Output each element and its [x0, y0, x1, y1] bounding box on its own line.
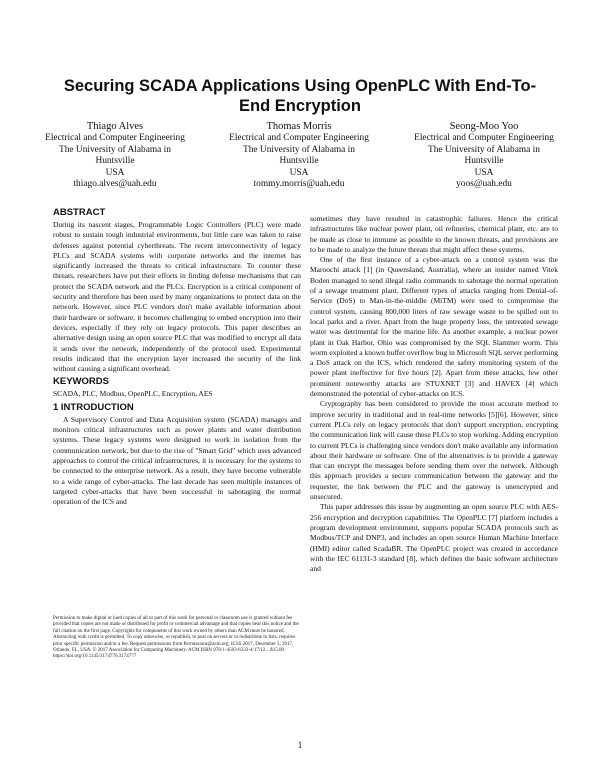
- permission-notice: [53, 616, 301, 661]
- author-name: Thiago Alves: [86, 121, 144, 132]
- page-number: 1: [297, 740, 303, 750]
- author-university: The University of Alabama in Huntsville: [428, 144, 540, 166]
- author-country: USA: [105, 167, 125, 178]
- author-block: [409, 120, 559, 191]
- author-country: USA: [289, 167, 309, 178]
- body-paragraph: This paper addresses this issue by augmenting an open source PLC with AES-256 encryption and decryption capabilities. The OpenPLC [7] platform includes a program development environment, supports popular SCADA protocols such as Modbus/TCP and DNP3, and includes an open source Human Machine Interface (HMI) editor called ScadaBR. The OpenPLC project was created in accordance with the IEC 61131-3 standard [8], which defines the basic software architecture and: [310, 502, 558, 574]
- author-department: Electrical and Computer Engineering: [229, 133, 369, 143]
- author-department: Electrical and Computer Engineering: [45, 133, 185, 143]
- abstract-text: During its nascent stages, Programmable Logic Controllers (PLC) were made robust to sustain tough industrial environments, but little care was taken to raise defenses against potential cyberthreats. The recent interconnectivity of legacy PLCs and SCADA systems with corporate networks and the internet has significantly increased the threats to critical infrastructure. To counter these threats, researchers have put their efforts in finding defense mechanisms that can protect the SCADA network and the PLCs. Encryption is a critical component of security and therefore has been used by many organizations to protect data on the network. However, since PLC vendors don't make available information about their hardware or software, it becomes challenging to embed encryption into their devices, especially if they rely on legacy protocols. This paper describes an alternative design using an open source PLC that was modified to encrypt all data it sends over the network, independently of the protocol used. Experimental results indicated that the encryption layer increased the security of the link without causing a significant overhead.: [53, 220, 301, 374]
- author-email: tommy.morris@uah.edu: [253, 179, 345, 189]
- keywords-text: SCADA, PLC, Modbus, OpenPLC, Encryption, AES: [53, 389, 213, 399]
- permission-text: Permission to make digital or hard copies of all or part of this work for personal or classroom use is granted without fee provided that copies are not made or distributed for profit or commercial advantage and that copies bear this notice and the full citation on the first page. Copyrights for components of this work owned by others than ACM must be honored. Abstracting with credit is permitted. To copy otherwise, or republish, to post on servers or to redistribute to lists, requires prior specific permission and/or a fee. Request permissions from Permissions@acm.org. ICSS 2017, December 5, 2017, Orlando, FL, USA. © 2017 Association for Computing Machinery. ACM ISBN 978-1-4503-6333-4/17/12…$15.00 https://doi.org/10.1145/3174776.3174777: [53, 616, 299, 660]
- abstract-heading: ABSTRACT: [53, 207, 106, 218]
- author-email: yoos@uah.edu: [456, 179, 512, 189]
- left-column: [53, 205, 301, 507]
- body-paragraph: Cryptography has been considered to provide the most accurate method to improve security in traditional and in real-time networks [5][6]. However, since current PLCs rely on legacy protocols that don't support encryption, encrypting the communication link will cause these PLCs to stop working. Adding encryption to current PLCs is challenging since vendors don't make available any information about their hardware or software. One of the alternatives is to provide a gateway that can encrypt the messages before sending them over the network. Although this approach provides a secure communication between the gateway and the requester, the link between the PLC and the gateway is unencrypted and unsecured.: [310, 399, 558, 502]
- keywords-heading: KEYWORDS: [53, 376, 109, 388]
- author-email: thiago.alves@uah.edu: [73, 179, 157, 189]
- right-column: [310, 214, 558, 574]
- introduction-paragraph: A Supervisory Control and Data Acquisition system (SCADA) manages and monitors critical infrastructures such as power plants and water distribution systems. These legacy systems were designed to work in isolation from the communication network, but due to the rise of "Smart Grid" which uses advanced approaches to control the critical infrastructures, it is necessary for the systems to be connected to the enterprise network. As a result, they have become vulnerable to a wide range of cyber-attacks. The last decade has seen multiple instances of targeted cyber-attacks that have been successful in sabotaging the normal operation of the ICS and: [53, 414, 301, 507]
- author-name: Seong-Moo Yoo: [449, 121, 519, 132]
- body-paragraph: One of the first instance of a cyber-attack on a control system was the Maroochi attack [1] (in Queensland, Australia), where an insider named Vitek Boden managed to send illegal radio commands to sabotage the normal operation of a sewage treatment plant. Different types of attacks ranging from Denial-of-Service (DoS) to Man-in-the-middle (MiTM) were used to compromise the control system, causing 800,000 liters of raw sewage waste to be spilled out to local parks and a river. Apart from the huge property loss, the untreated sewage water was detrimental for the marine life. As another example, a nuclear power plant in Oak Harbor, Ohio was compromised by the SQL Slammer worm. This worm exploited a known buffer overflow bug in Microsoft SQL server performing a DoS attack on the ICS, which rendered the safety monitoring system of the power plant ineffective for five hours [2]. Apart from these attacks, few other prominent noteworthy attacks are STUXNET [3] and HAVEX [4] which demonstrated the potential of cyber-attacks on ICS.: [310, 255, 558, 399]
- author-block: [40, 120, 190, 191]
- author-university: The University of Alabama in Huntsville: [243, 144, 355, 166]
- author-block: [224, 120, 374, 191]
- author-department: Electrical and Computer Engineering: [414, 133, 554, 143]
- paper-title: Securing SCADA Applications Using OpenPLC With End-To-End Encryption: [63, 77, 537, 115]
- introduction-heading: 1 INTRODUCTION: [53, 401, 134, 413]
- author-country: USA: [474, 167, 494, 178]
- author-name: Thomas Morris: [266, 121, 332, 132]
- body-paragraph: sometimes they have resulted in catastrophic failures. Hence the critical infrastructures like nuclear power plant, oil refineries, chemical plant, etc. are to be made as close to immune as possible to the known threats, and provisions are to be made to analyze the future threats that might affect these systems.: [310, 214, 558, 254]
- author-university: The University of Alabama in Huntsville: [59, 144, 171, 166]
